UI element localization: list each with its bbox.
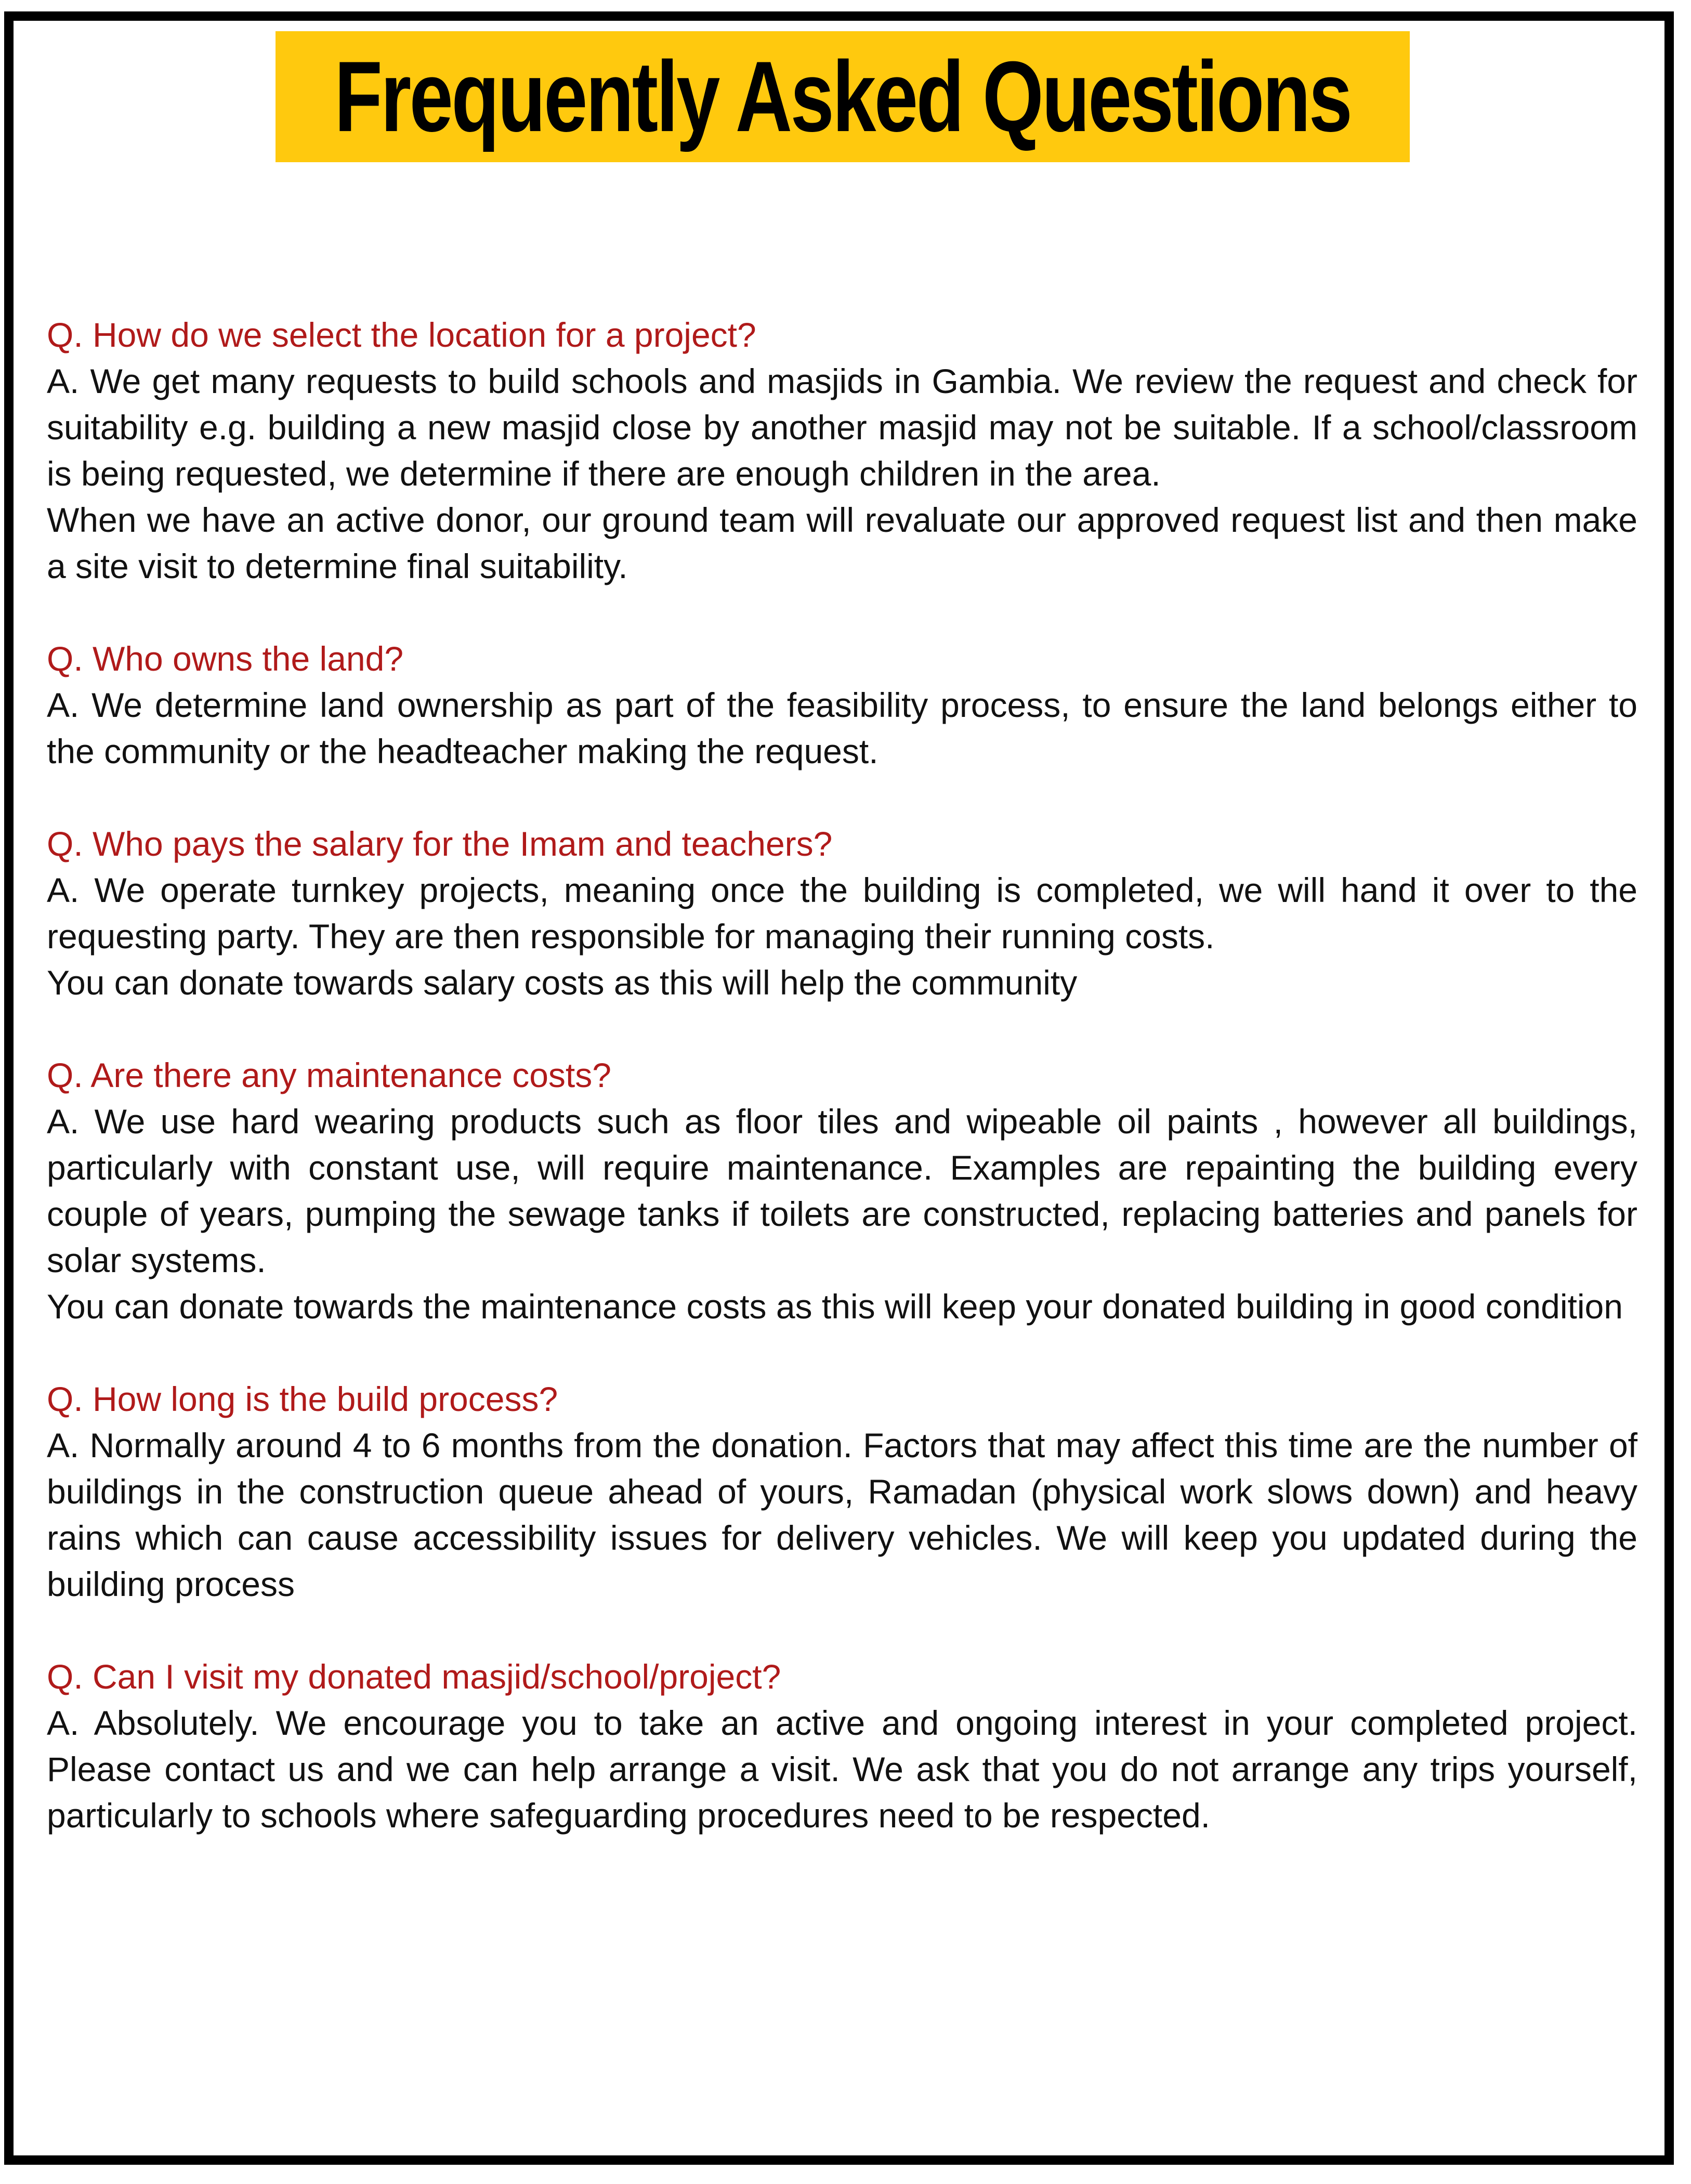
faq-answer-extra: You can donate towards salary costs as this will help the community [47,963,1078,1002]
faq-item [47,821,1637,1006]
faq-answer-extra: When we have an active donor, our ground team will revaluate our approved request list and then make a site visit to determine final suitability. [47,501,1637,585]
faq-question: Q. Who pays the salary for the Imam and teachers? [47,825,833,863]
faq-question: Q. How long is the build process? [47,1380,558,1418]
page-title: Frequently Asked Questions [334,41,1351,153]
faq-list [47,312,1637,1885]
title-banner [276,31,1410,162]
faq-answer: A. We get many requests to build schools and masjids in Gambia. We review the request and check for suitability e.g. building a new masjid close by another masjid may not be suitable. If a school/classroom is being requested, we determine if there are enough children in the area. [47,362,1637,493]
faq-answer: A. Absolutely. We encourage you to take an active and ongoing interest in your completed project. Please contact us and we can help arrange a visit. We ask that you do not arrange any trips yourself, particularly to schools where safeguarding procedures need to be respected. [47,1704,1637,1835]
faq-item [47,1052,1637,1330]
faq-answer: A. Normally around 4 to 6 months from the donation. Factors that may affect this time are the number of buildings in the construction queue ahead of yours, Ramadan (physical work slows down) and heavy rains which can cause accessibility issues for delivery vehicles. We will keep you updated during the building process [47,1426,1637,1603]
faq-answer-extra: You can donate towards the maintenance costs as this will keep your donated building in good condition [47,1287,1623,1326]
faq-question: Q. Are there any maintenance costs? [47,1056,611,1094]
faq-item [47,1376,1637,1607]
faq-item [47,636,1637,775]
faq-answer: A. We use hard wearing products such as floor tiles and wipeable oil paints , however all buildings, particularly with constant use, will require maintenance. Examples are repainting the building every couple of years, pumping the sewage tanks if toilets are constructed, replacing batteries and panels for solar systems. [47,1102,1637,1279]
faq-item [47,312,1637,590]
faq-question: Q. How do we select the location for a project? [47,316,756,354]
faq-question: Q. Who owns the land? [47,639,404,678]
faq-question: Q. Can I visit my donated masjid/school/project? [47,1657,781,1696]
faq-item [47,1654,1637,1839]
faq-answer: A. We operate turnkey projects, meaning once the building is completed, we will hand it over to the requesting party. They are then responsible for managing their running costs. [47,871,1637,956]
faq-answer: A. We determine land ownership as part of the feasibility process, to ensure the land belongs either to the community or the headteacher making the request. [47,686,1637,770]
